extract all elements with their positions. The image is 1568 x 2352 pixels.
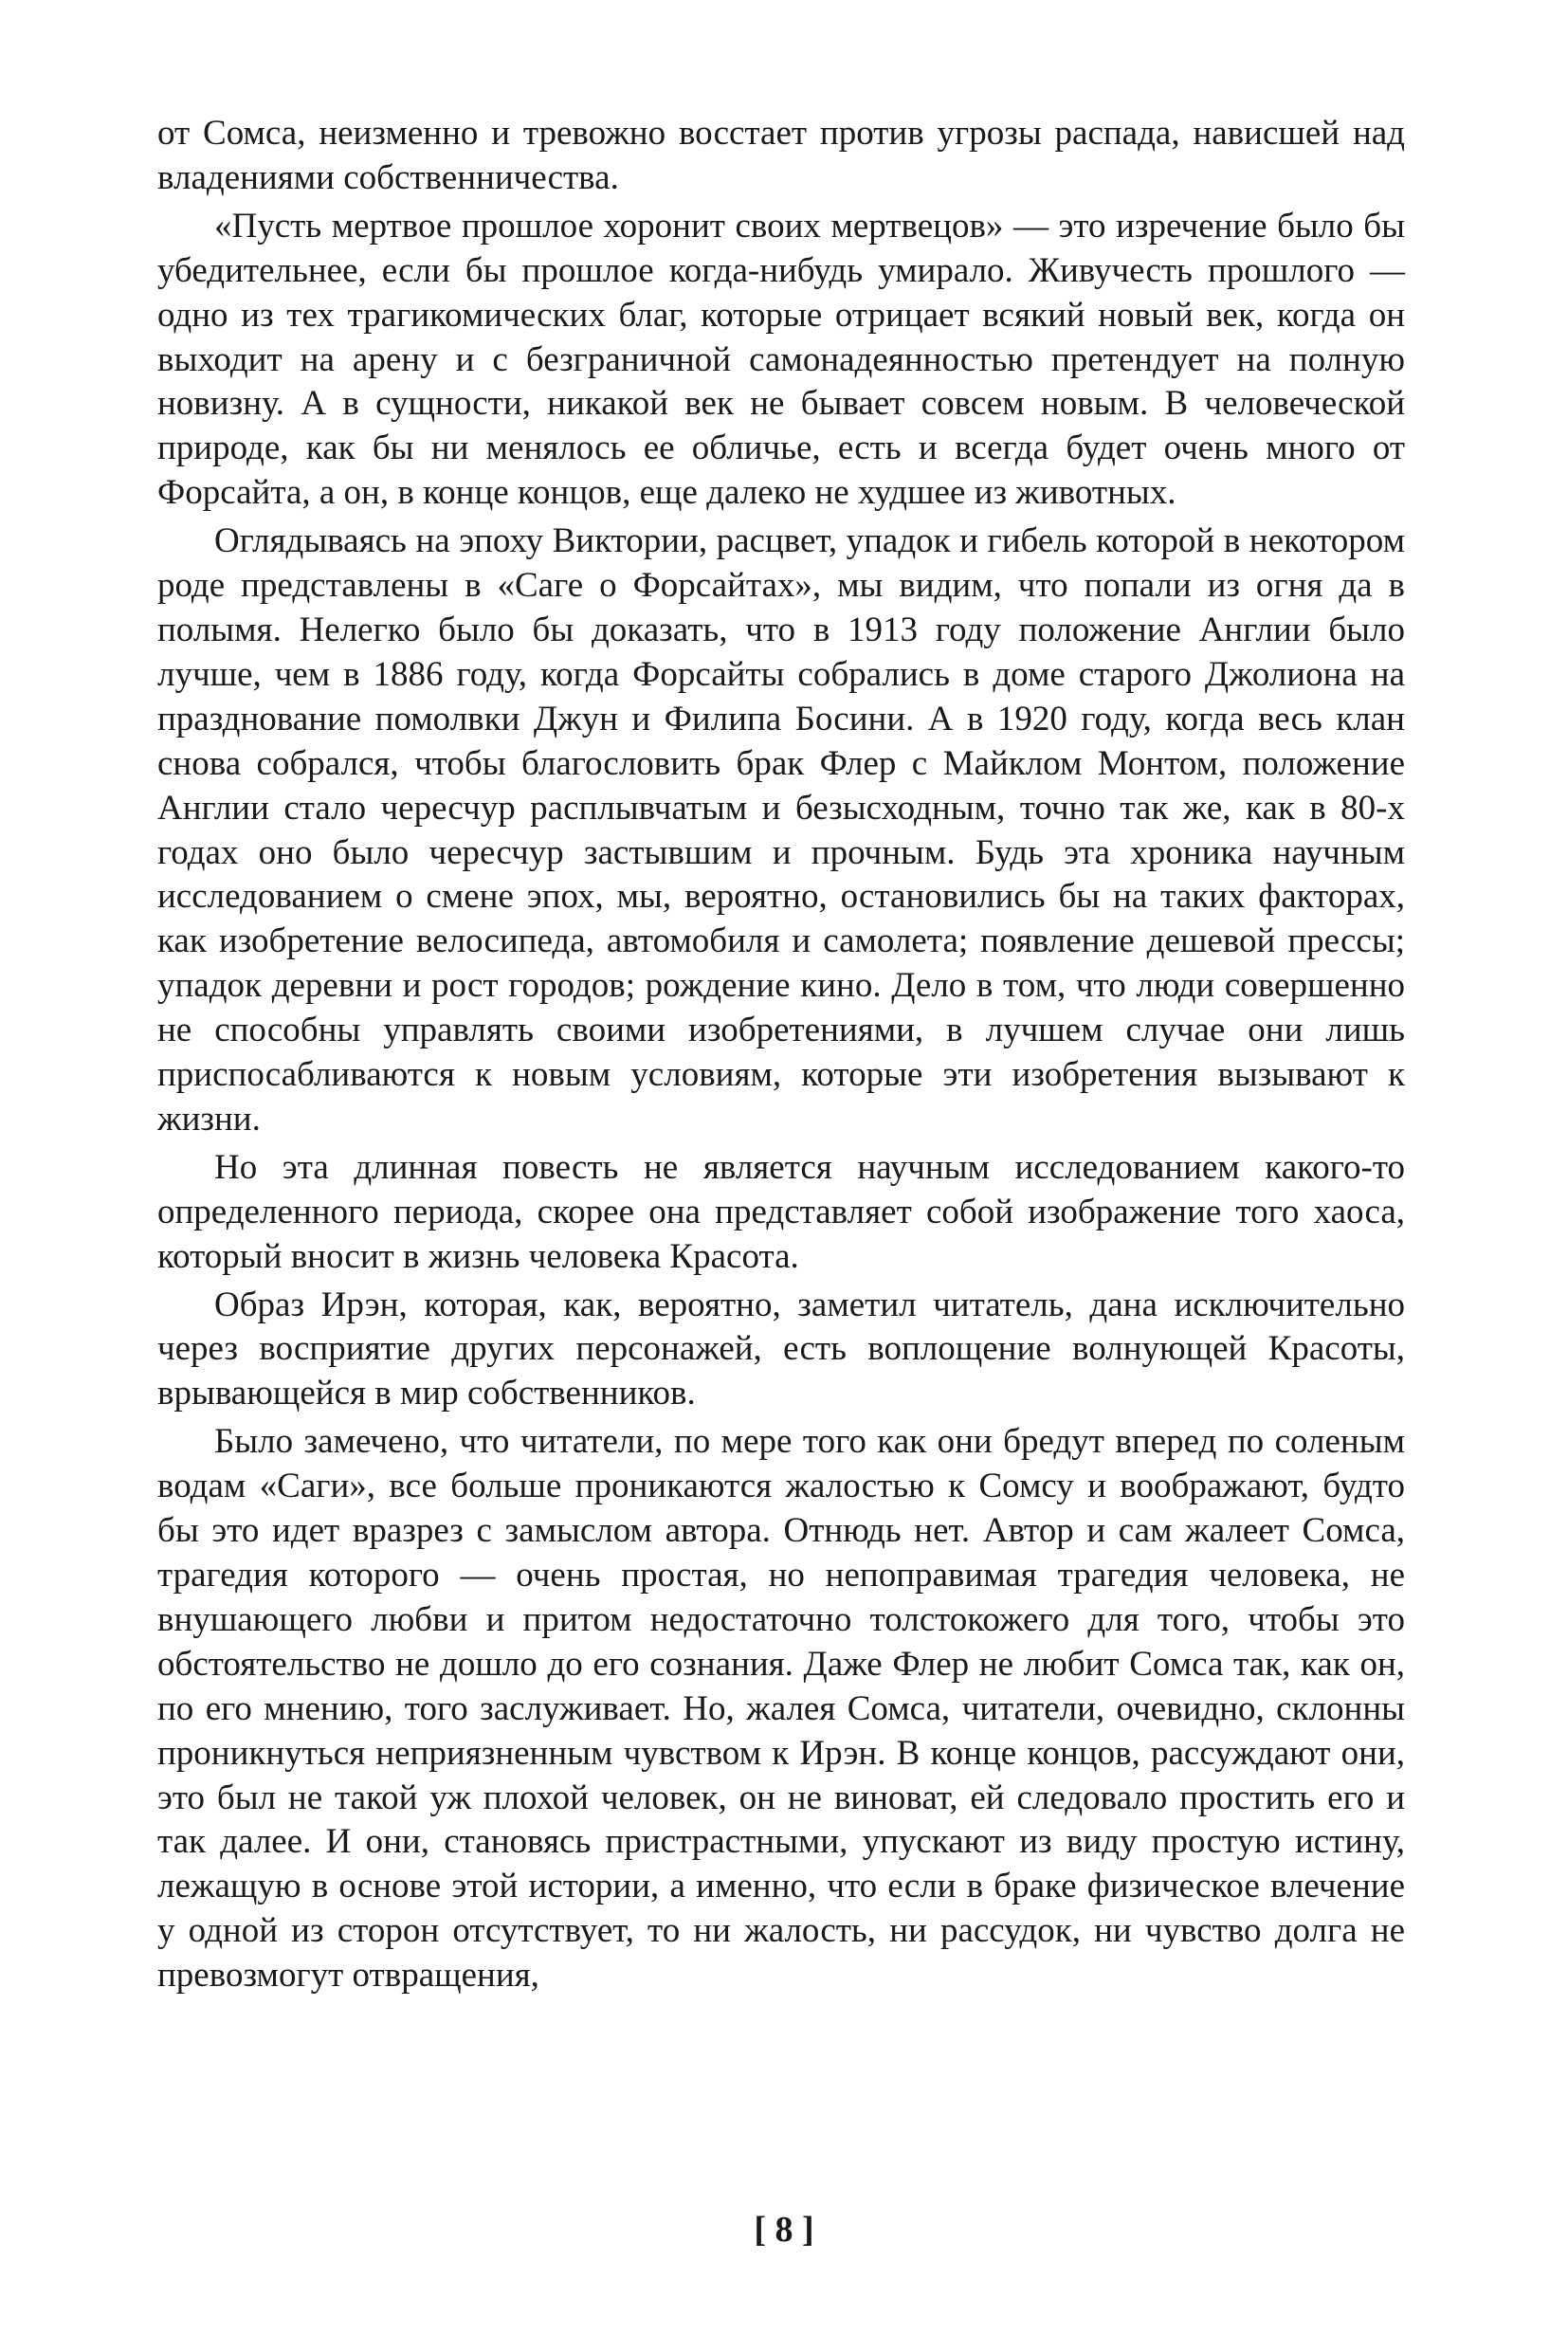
paragraph: Было замечено, что читатели, по мере того как они бредут вперед по соленым водам «Саги», все больше проникаются жалостью к Сомсу и воображают, будто бы это идет вразрез с замыслом автора. Отнюдь нет. Автор и сам жалеет Сомса, трагедия которого — очень простая, но непоправимая трагедия человека, не внушающего любви и притом недостаточно толстокожего для того, чтобы это обстоятельство не дошло до его сознания. Даже Флер не любит Сомса так, как он, по его мнению, того заслуживает. Но, жалея Сомса, читатели, очевидно, склонны проникнуться неприязненным чувством к Ирэн. В конце концов, рассуждают они, это был не такой уж плохой человек, он не виноват, ей следовало простить его и так далее. И они, становясь пристрастными, упускают из виду простую истину, лежащую в основе этой истории, а именно, что если в браке физическое влечение у одной из сторон отсутствует, то ни жалость, ни рассудок, ни чувство долга не превозмогут отвращения, <box>157 1422 1405 1996</box>
paragraph: «Пусть мертвое прошлое хоронит своих мертвецов» — это изречение было бы убедительнее, если бы прошлое когда-нибудь умирало. Живучесть прошлого — одно из тех трагикомических благ, которые отрицает всякий новый век, когда он выходит на арену и с безграничной самонадеянностью претендует на полную новизну. А в сущности, никакой век не бывает совсем новым. В человеческой природе, как бы ни менялось ее обличье, есть и всегда будет очень много от Форсайта, а он, в конце концов, еще далеко не худшее из животных. <box>157 206 1405 513</box>
paragraph: Но эта длинная повесть не является научным исследованием какого-то определенного периода, скорее она представляет собой изображение того хаоса, который вносит в жизнь человека Красота. <box>157 1147 1405 1276</box>
paragraph-continued: от Сомса, неизменно и тревожно восстает против угрозы распада, нависшей над владениями собственничества. <box>157 114 1405 197</box>
page-body <box>157 112 1405 2002</box>
paragraph: Оглядываясь на эпоху Виктории, расцвет, упадок и гибель которой в некотором роде представлены в «Саге о Форсайтах», мы видим, что попали из огня да в полымя. Нелегко было бы доказать, что в 1913 году положение Англии было лучше, чем в 1886 году, когда Форсайты собрались в доме старого Джолиона на празднование помолвки Джун и Филипа Босини. А в 1920 году, когда весь клан снова собрался, чтобы благословить брак Флер с Майклом Монтом, положение Англии стало чересчур расплывчатым и безысходным, точно так же, как в 80-х годах оно было чересчур застывшим и прочным. Будь эта хроника научным исследованием о смене эпох, мы, вероятно, остановились бы на таких факторах, как изобретение велосипеда, автомобиля и самолета; появление дешевой прессы; упадок деревни и рост городов; рождение кино. Дело в том, что люди совершенно не способны управлять своими изобретениями, в лучшем случае они лишь приспосабливаются к новым условиям, которые эти изобретения вызывают к жизни. <box>157 521 1405 1139</box>
page-number: [ 8 ] <box>754 2210 814 2250</box>
paragraph: Образ Ирэн, которая, как, вероятно, заметил читатель, дана исключительно через восприятие других персонажей, есть воплощение волнующей Красоты, врывающейся в мир собственников. <box>157 1285 1405 1413</box>
